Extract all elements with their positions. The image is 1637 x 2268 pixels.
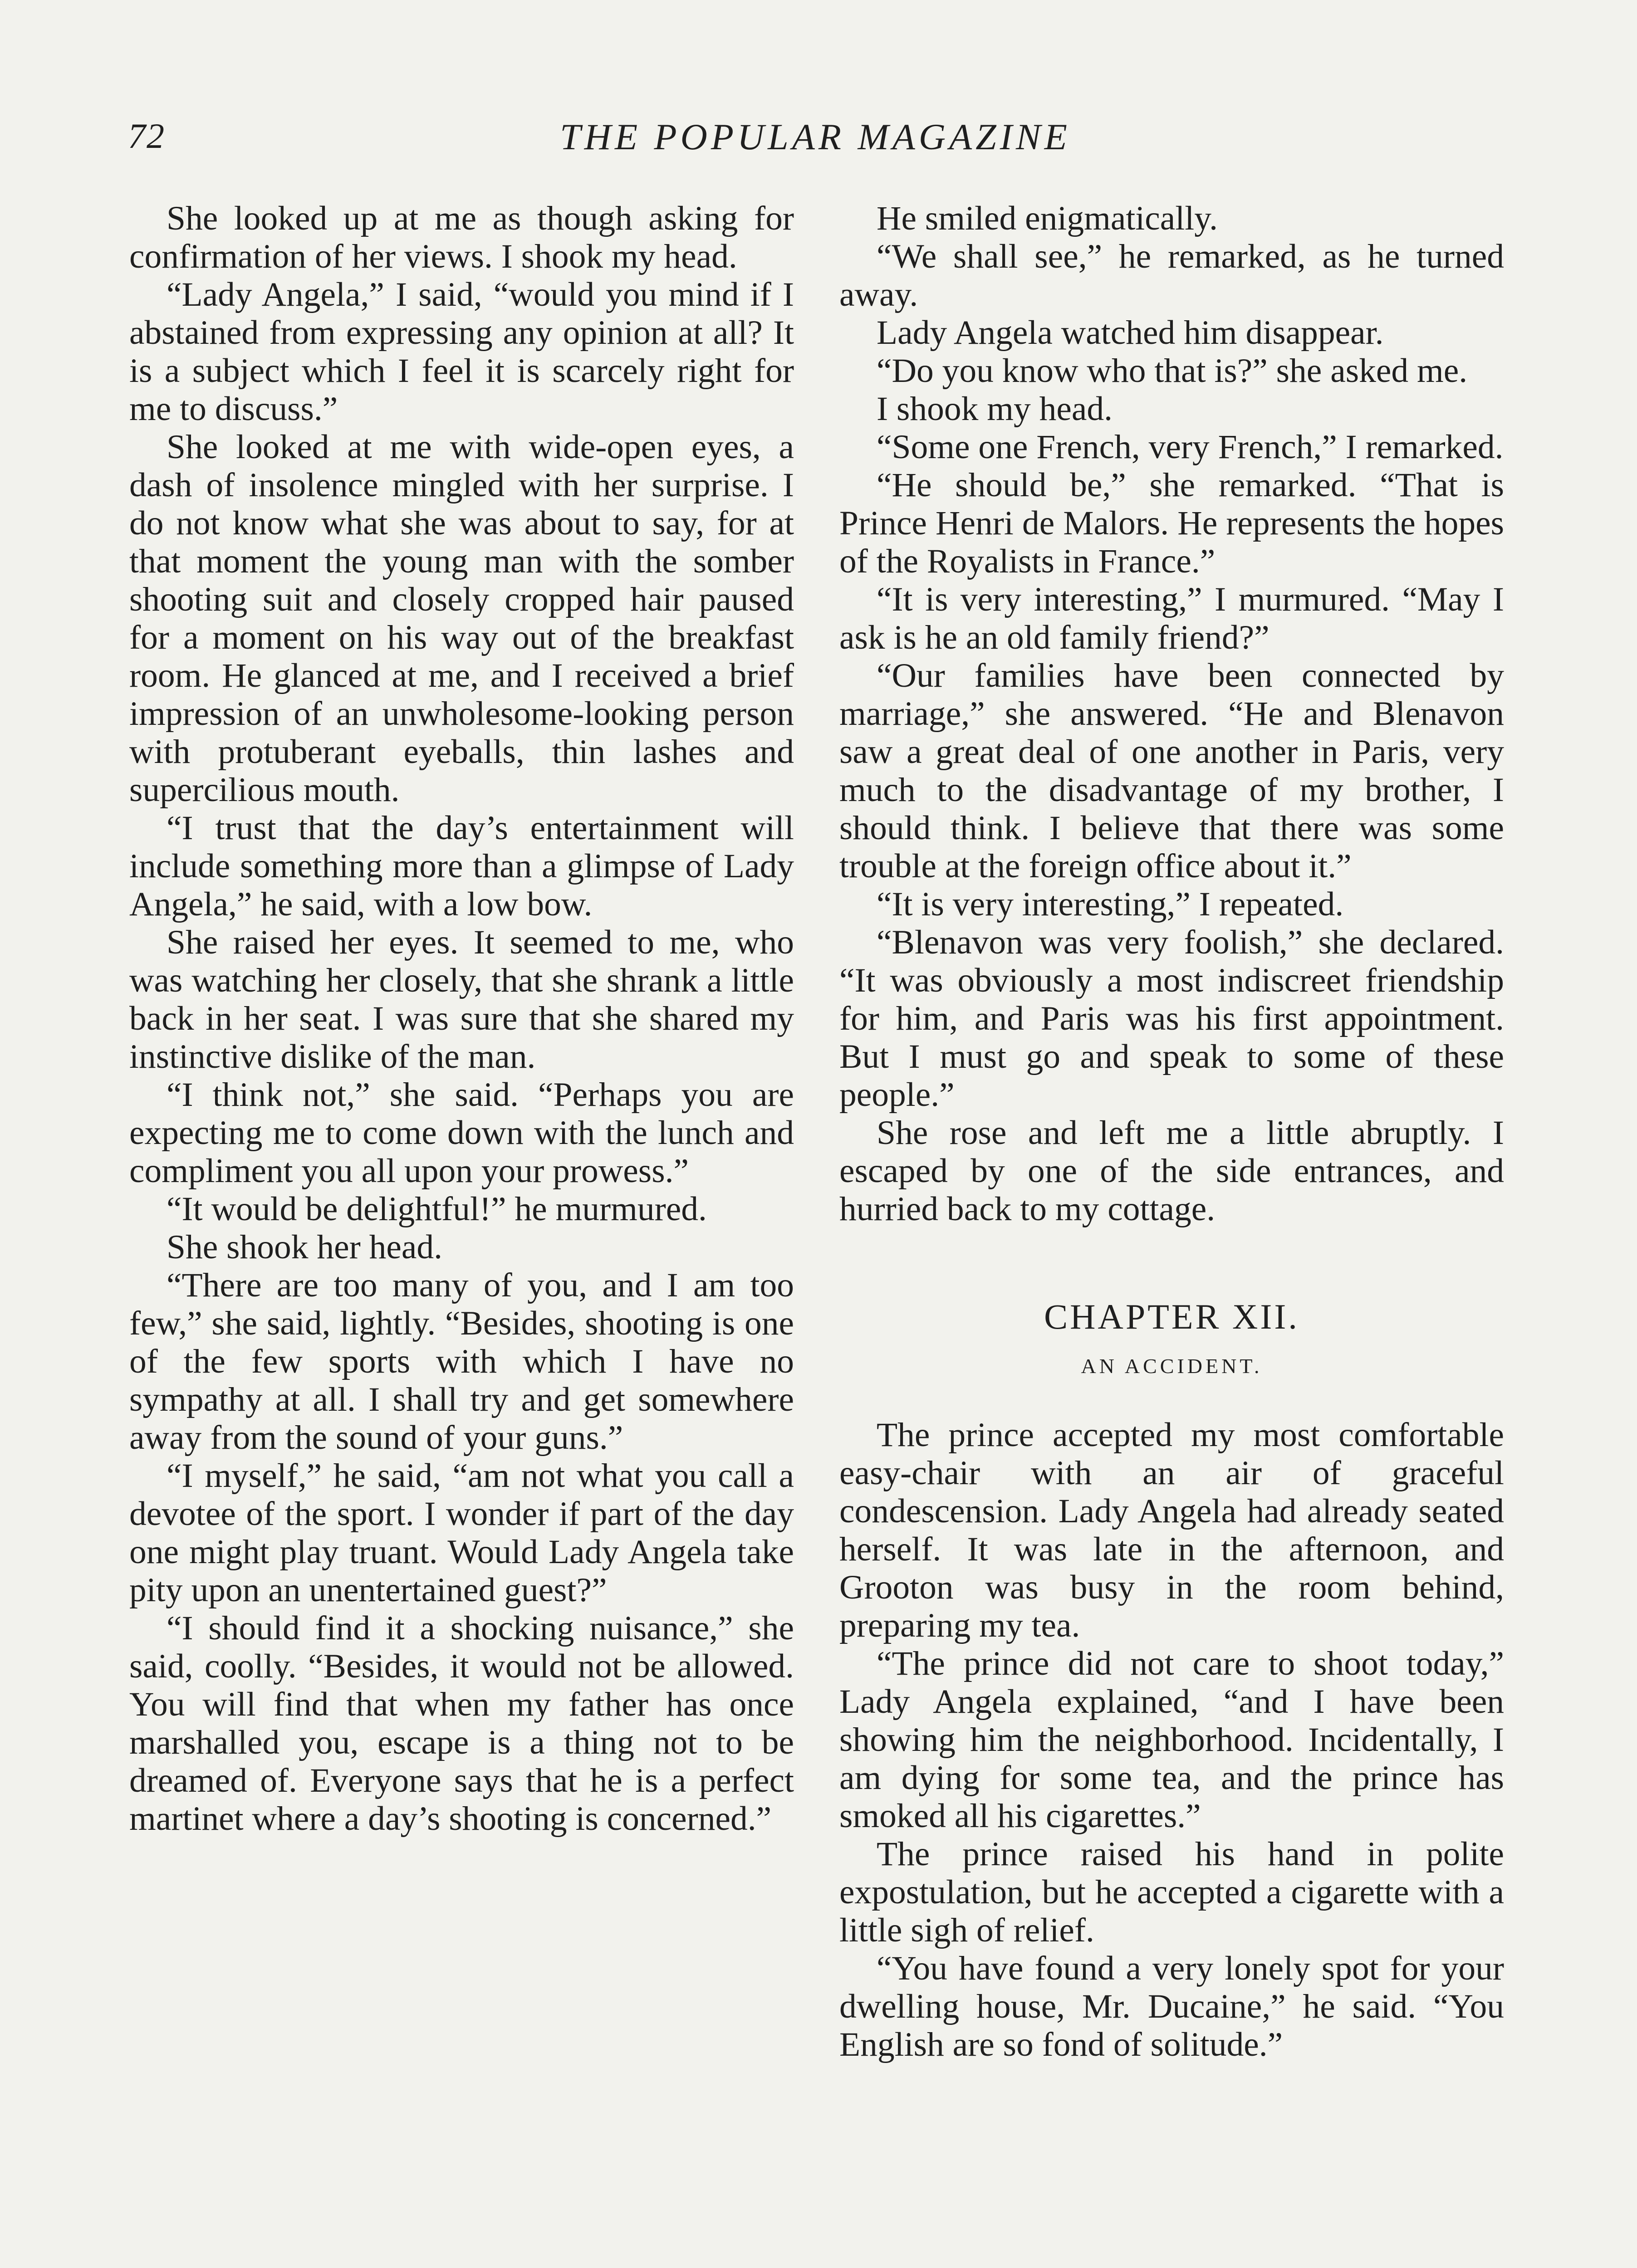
right-column xyxy=(839,200,1504,2064)
paragraph: The prince raised his hand in polite expostulation, but he accepted a cigarette with a little sigh of relief. xyxy=(839,1835,1504,1949)
paragraph: “Some one French, very French,” I remarked. xyxy=(877,428,1504,466)
paragraph: “He should be,” she remarked. “That is Prince Henri de Malors. He represents the hopes of the Royalists in France.” xyxy=(839,466,1504,580)
magazine-title: THE POPULAR MAGAZINE xyxy=(560,116,1071,157)
paragraph: “We shall see,” he remarked, as he turned away. xyxy=(839,238,1504,313)
paragraph: She raised her eyes. It seemed to me, who was watching her closely, that she shrank a little back in her seat. I was sure that she shared my instinctive dislike of the man. xyxy=(129,924,794,1075)
paragraph: “I myself,” he said, “am not what you call a devotee of the sport. I wonder if part of the day one might play truant. Would Lady Angela take pity upon an unentertained guest?” xyxy=(129,1457,794,1609)
paragraph: “There are too many of you, and I am too few,” she said, lightly. “Besides, shooting is one of the few sports with which I have no sympathy at all. I shall try and get somewhere away from the sound of your guns.” xyxy=(129,1266,794,1457)
paragraph: Lady Angela watched him disappear. xyxy=(877,314,1384,352)
paragraph: “The prince did not care to shoot today,” Lady Angela explained, “and I have been showing him the neighborhood. Incidentally, I am dying for some tea, and the prince has smoked all his cigarettes.” xyxy=(839,1645,1504,1835)
paragraph: He smiled enigmatically. xyxy=(877,200,1218,237)
paragraph: “It is very interesting,” I repeated. xyxy=(877,885,1344,923)
paragraph: She rose and left me a little abruptly. I escaped by one of the side entrances, and hurried back to my cottage. xyxy=(839,1114,1504,1228)
paragraph: “I should find it a shocking nuisance,” she said, coolly. “Besides, it would not be allowed. You will find that when my father has once marshalled you, escape is a thing not to be dreamed of. Everyone says that he is a perfect martinet where a day’s shooting is concerned.” xyxy=(129,1609,794,1838)
paragraph: “It would be delightful!” he murmured. xyxy=(167,1190,707,1228)
paragraph: “I think not,” she said. “Perhaps you are expecting me to come down with the lunch and compliment you all upon your prowess.” xyxy=(129,1076,794,1190)
paragraph: “You have found a very lonely spot for your dwelling house, Mr. Ducaine,” he said. “You English are so fond of solitude.” xyxy=(839,1950,1504,2063)
page-number: 72 xyxy=(128,116,165,156)
left-column xyxy=(129,200,794,1838)
paragraph: She looked at me with wide-open eyes, a dash of insolence mingled with her surprise. I do not know what she was about to say, for at that moment the young man with the somber shooting suit and closely cropped hair paused for a moment on his way out of the breakfast room. He glanced at me, and I received a brief impression of an unwholesome-looking person with protuberant eyeballs, thin lashes and supercilious mouth. xyxy=(129,428,794,809)
paragraph: “Lady Angela,” I said, “would you mind if I abstained from expressing any opinion at all? It is a subject which I feel it is scarcely right for me to discuss.” xyxy=(129,276,794,428)
paragraph: “I trust that the day’s entertainment will include something more than a glimpse of Lady Angela,” he said, with a low bow. xyxy=(129,809,794,923)
paragraph: She looked up at me as though asking for confirmation of her views. I shook my head. xyxy=(129,200,794,275)
paragraph: The prince accepted my most comfortable easy-chair with an air of graceful condescension. Lady Angela had already seated herself. It was late in the afternoon, and Grooton was busy in the room behind, preparing my tea. xyxy=(839,1416,1504,1644)
chapter-subtitle: AN ACCIDENT. xyxy=(1081,1354,1263,1378)
paragraph: I shook my head. xyxy=(877,390,1113,428)
paragraph: “Our families have been connected by marriage,” she answered. “He and Blenavon saw a great deal of one another in Paris, very much to the disadvantage of my brother, I should think. I believe that there was some trouble at the foreign office about it.” xyxy=(839,657,1504,885)
paragraph: “Do you know who that is?” she asked me. xyxy=(877,352,1468,390)
page-header xyxy=(128,116,1503,166)
paragraph: “It is very interesting,” I murmured. “May I ask is he an old family friend?” xyxy=(839,581,1504,656)
chapter-heading: CHAPTER XII. xyxy=(1044,1297,1299,1336)
paragraph: She shook her head. xyxy=(167,1228,443,1266)
paragraph: “Blenavon was very foolish,” she declared. “It was obviously a most indiscreet friendship for him, and Paris was his first appointment. But I must go and speak to some of these people.” xyxy=(839,924,1504,1114)
